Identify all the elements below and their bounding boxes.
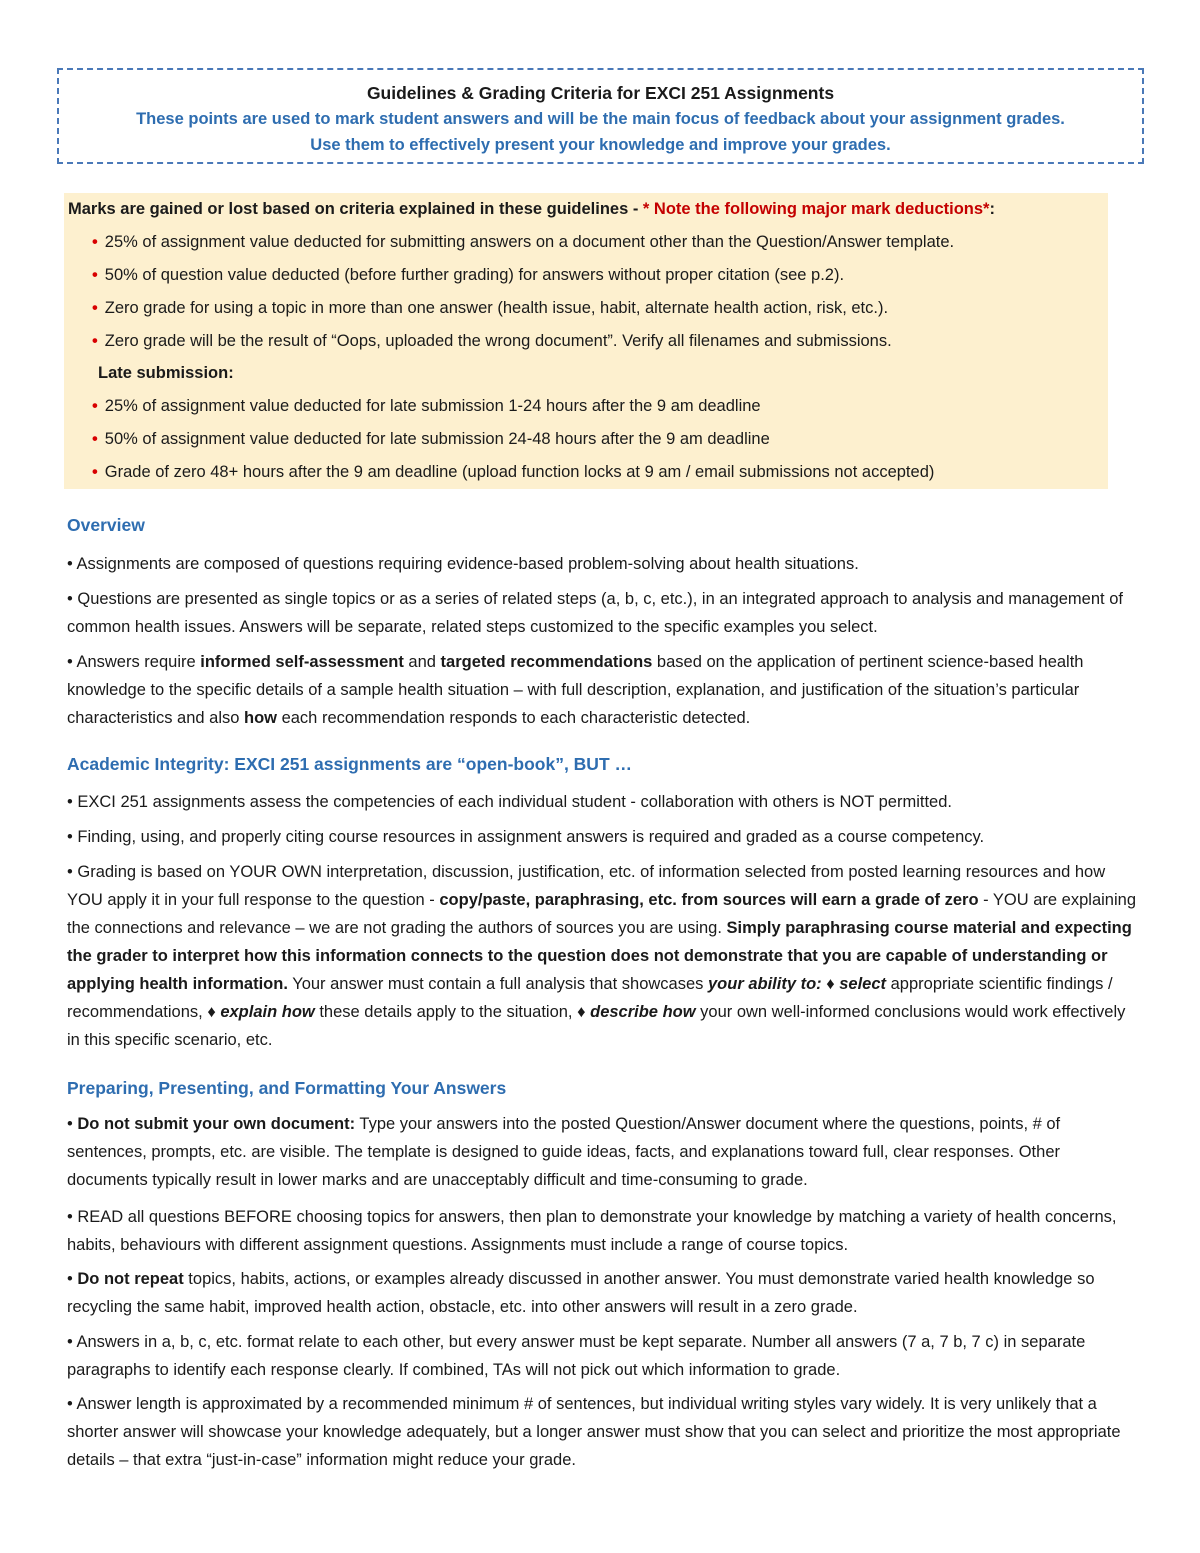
- deduction-item-text: 50% of question value deducted (before further grading) for answers without proper citation (see p.2).: [104, 266, 845, 284]
- deduction-item: [92, 230, 954, 254]
- red-bullet-icon: •: [92, 430, 98, 448]
- deductions-intro: [68, 197, 995, 221]
- late-item: [92, 394, 761, 418]
- bold-italic-run: select: [839, 975, 887, 993]
- bold-italic-run: your ability to:: [707, 975, 822, 993]
- late-item-text: 25% of assignment value deducted for late submission 1-24 hours after the 9 am deadline: [104, 397, 761, 415]
- bold-run: informed self-assessment: [200, 653, 404, 671]
- bold-italic-run: ♦ describe how: [577, 1003, 696, 1021]
- late-item: [92, 460, 934, 484]
- late-item-text: 50% of assignment value deducted for late submission 24-48 hours after the 9 am deadline: [104, 430, 770, 448]
- text-run: •: [67, 1115, 78, 1133]
- text-run: topics, habits, actions, or examples already discussed in another answer. You must demonstrate varied health knowledge so recycling the same habit, improved health action, obstacle, etc. into other answers will result in a zero grade.: [67, 1270, 1095, 1316]
- deduction-item-text: Zero grade for using a topic in more than one answer (health issue, habit, alternate health action, risk, etc.).: [104, 299, 889, 317]
- header-subtitle-1: These points are used to mark student answers and will be the main focus of feedback about your assignment grades.: [136, 110, 1065, 128]
- text-run: and: [403, 653, 441, 671]
- overview-heading: Overview: [67, 515, 145, 535]
- bold-run: Simply paraphrasing course material and expecting the grader to interpret how this information connects to the question does not demonstrate that you are capable of understanding or applying health information.: [67, 919, 1132, 993]
- red-bullet-icon: •: [92, 463, 98, 481]
- late-item: [92, 427, 770, 451]
- bold-italic-run: ♦ explain how: [207, 1003, 315, 1021]
- red-bullet-icon: •: [92, 397, 98, 415]
- overview-para-3: [67, 648, 1137, 732]
- red-bullet-icon: •: [92, 266, 98, 284]
- late-submission-label: Late submission:: [98, 364, 234, 382]
- red-bullet-icon: •: [92, 299, 98, 317]
- preparing-heading: Preparing, Presenting, and Formatting Your Answers: [67, 1078, 507, 1098]
- text-run: based on the application of pertinent science-based health knowledge to the specific details of a sample health situation – with full description, explanation, and justification of the situation’s particular characteristics and also: [67, 653, 1084, 727]
- text-run: • Answers require: [67, 653, 201, 671]
- text-run: Type your answers into the posted Question/Answer document where the questions, points, # of sentences, prompts, etc. are visible. The template is designed to guide ideas, facts, and explanations toward full, clear responses. Other documents typically result in lower marks and are unacceptably difficult and time-consuming to grade.: [67, 1115, 1061, 1189]
- bold-run: how: [244, 709, 277, 727]
- overview-para-2: • Questions are presented as single topics or as a series of related steps (a, b, c, etc.), in an integrated approach to analysis and management of common health issues. Answers will be separate, related steps customized to the specific examples you select.: [67, 590, 1123, 636]
- header-box: [57, 68, 1144, 164]
- text-run: appropriate scientific findings / recommendations,: [67, 975, 1113, 1021]
- deductions-box: [64, 193, 1108, 489]
- text-run: Your answer must contain a full analysis that showcases: [287, 975, 708, 993]
- deduction-item-text: 25% of assignment value deducted for submitting answers on a document other than the Question/Answer template.: [104, 233, 955, 251]
- preparing-para-3: [67, 1265, 1137, 1321]
- deductions-note: * Note the following major mark deductions*: [642, 200, 990, 218]
- deduction-item: [92, 263, 844, 287]
- text-run: • Grading is based on YOUR OWN interpretation, discussion, justification, etc. of information selected from posted learning resources and how YOU apply it in your full response to the question -: [67, 863, 1106, 909]
- deductions-intro-text: Marks are gained or lost based on criteria explained in these guidelines -: [68, 200, 643, 218]
- text-run: •: [67, 1270, 78, 1288]
- deductions-colon: :: [989, 200, 995, 218]
- text-run: - YOU are explaining the connections and relevance – we are not grading the authors of sources you are using.: [67, 891, 1136, 937]
- deduction-item-text: Zero grade will be the result of “Oops, uploaded the wrong document”. Verify all filenames and submissions.: [104, 332, 892, 350]
- bold-run: copy/paste, paraphrasing, etc. from sources will earn a grade of zero: [439, 891, 979, 909]
- deduction-item: [92, 329, 892, 353]
- bold-run: targeted recommendations: [440, 653, 653, 671]
- deduction-item: [92, 296, 888, 320]
- overview-para-1: • Assignments are composed of questions requiring evidence-based problem-solving about health situations.: [67, 555, 859, 573]
- preparing-para-1: [67, 1110, 1137, 1194]
- integrity-heading: Academic Integrity: EXCI 251 assignments are “open-book”, BUT …: [67, 754, 632, 774]
- page-title: Guidelines & Grading Criteria for EXCI 251 Assignments: [366, 83, 835, 103]
- red-bullet-icon: •: [92, 233, 98, 251]
- integrity-para-2: • Finding, using, and properly citing course resources in assignment answers is required and graded as a course competency.: [67, 828, 985, 846]
- bold-run: Do not submit your own document:: [77, 1115, 356, 1133]
- integrity-para-1: • EXCI 251 assignments assess the competencies of each individual student - collaboration with others is NOT permitted.: [67, 793, 952, 811]
- red-bullet-icon: •: [92, 332, 98, 350]
- text-run: your own well-informed conclusions would work effectively in this specific scenario, etc.: [67, 1003, 1126, 1049]
- integrity-para-3: [67, 858, 1137, 1054]
- header-subtitle-2: Use them to effectively present your knowledge and improve your grades.: [310, 136, 891, 154]
- late-item-text: Grade of zero 48+ hours after the 9 am deadline (upload function locks at 9 am / email submissions not accepted): [104, 463, 935, 481]
- preparing-para-2: • READ all questions BEFORE choosing topics for answers, then plan to demonstrate your knowledge by matching a variety of health concerns, habits, behaviours with different assignment questions. Assignments must include a range of course topics.: [67, 1208, 1117, 1254]
- text-run: each recommendation responds to each characteristic detected.: [277, 709, 751, 727]
- text-run: these details apply to the situation,: [314, 1003, 578, 1021]
- text-run: ♦: [821, 975, 840, 993]
- bold-run: Do not repeat: [77, 1270, 184, 1288]
- preparing-para-4: • Answers in a, b, c, etc. format relate to each other, but every answer must be kept separate. Number all answers (7 a, 7 b, 7 c) in separate paragraphs to identify each response clearly. If combined, TAs will not pick out which information to grade.: [67, 1333, 1086, 1379]
- preparing-para-5: • Answer length is approximated by a recommended minimum # of sentences, but individual writing styles vary widely. It is very unlikely that a shorter answer will showcase your knowledge adequately, but a longer answer must show that you can select and prioritize the most appropriate details – that extra “just-in-case” information might reduce your grade.: [67, 1395, 1121, 1469]
